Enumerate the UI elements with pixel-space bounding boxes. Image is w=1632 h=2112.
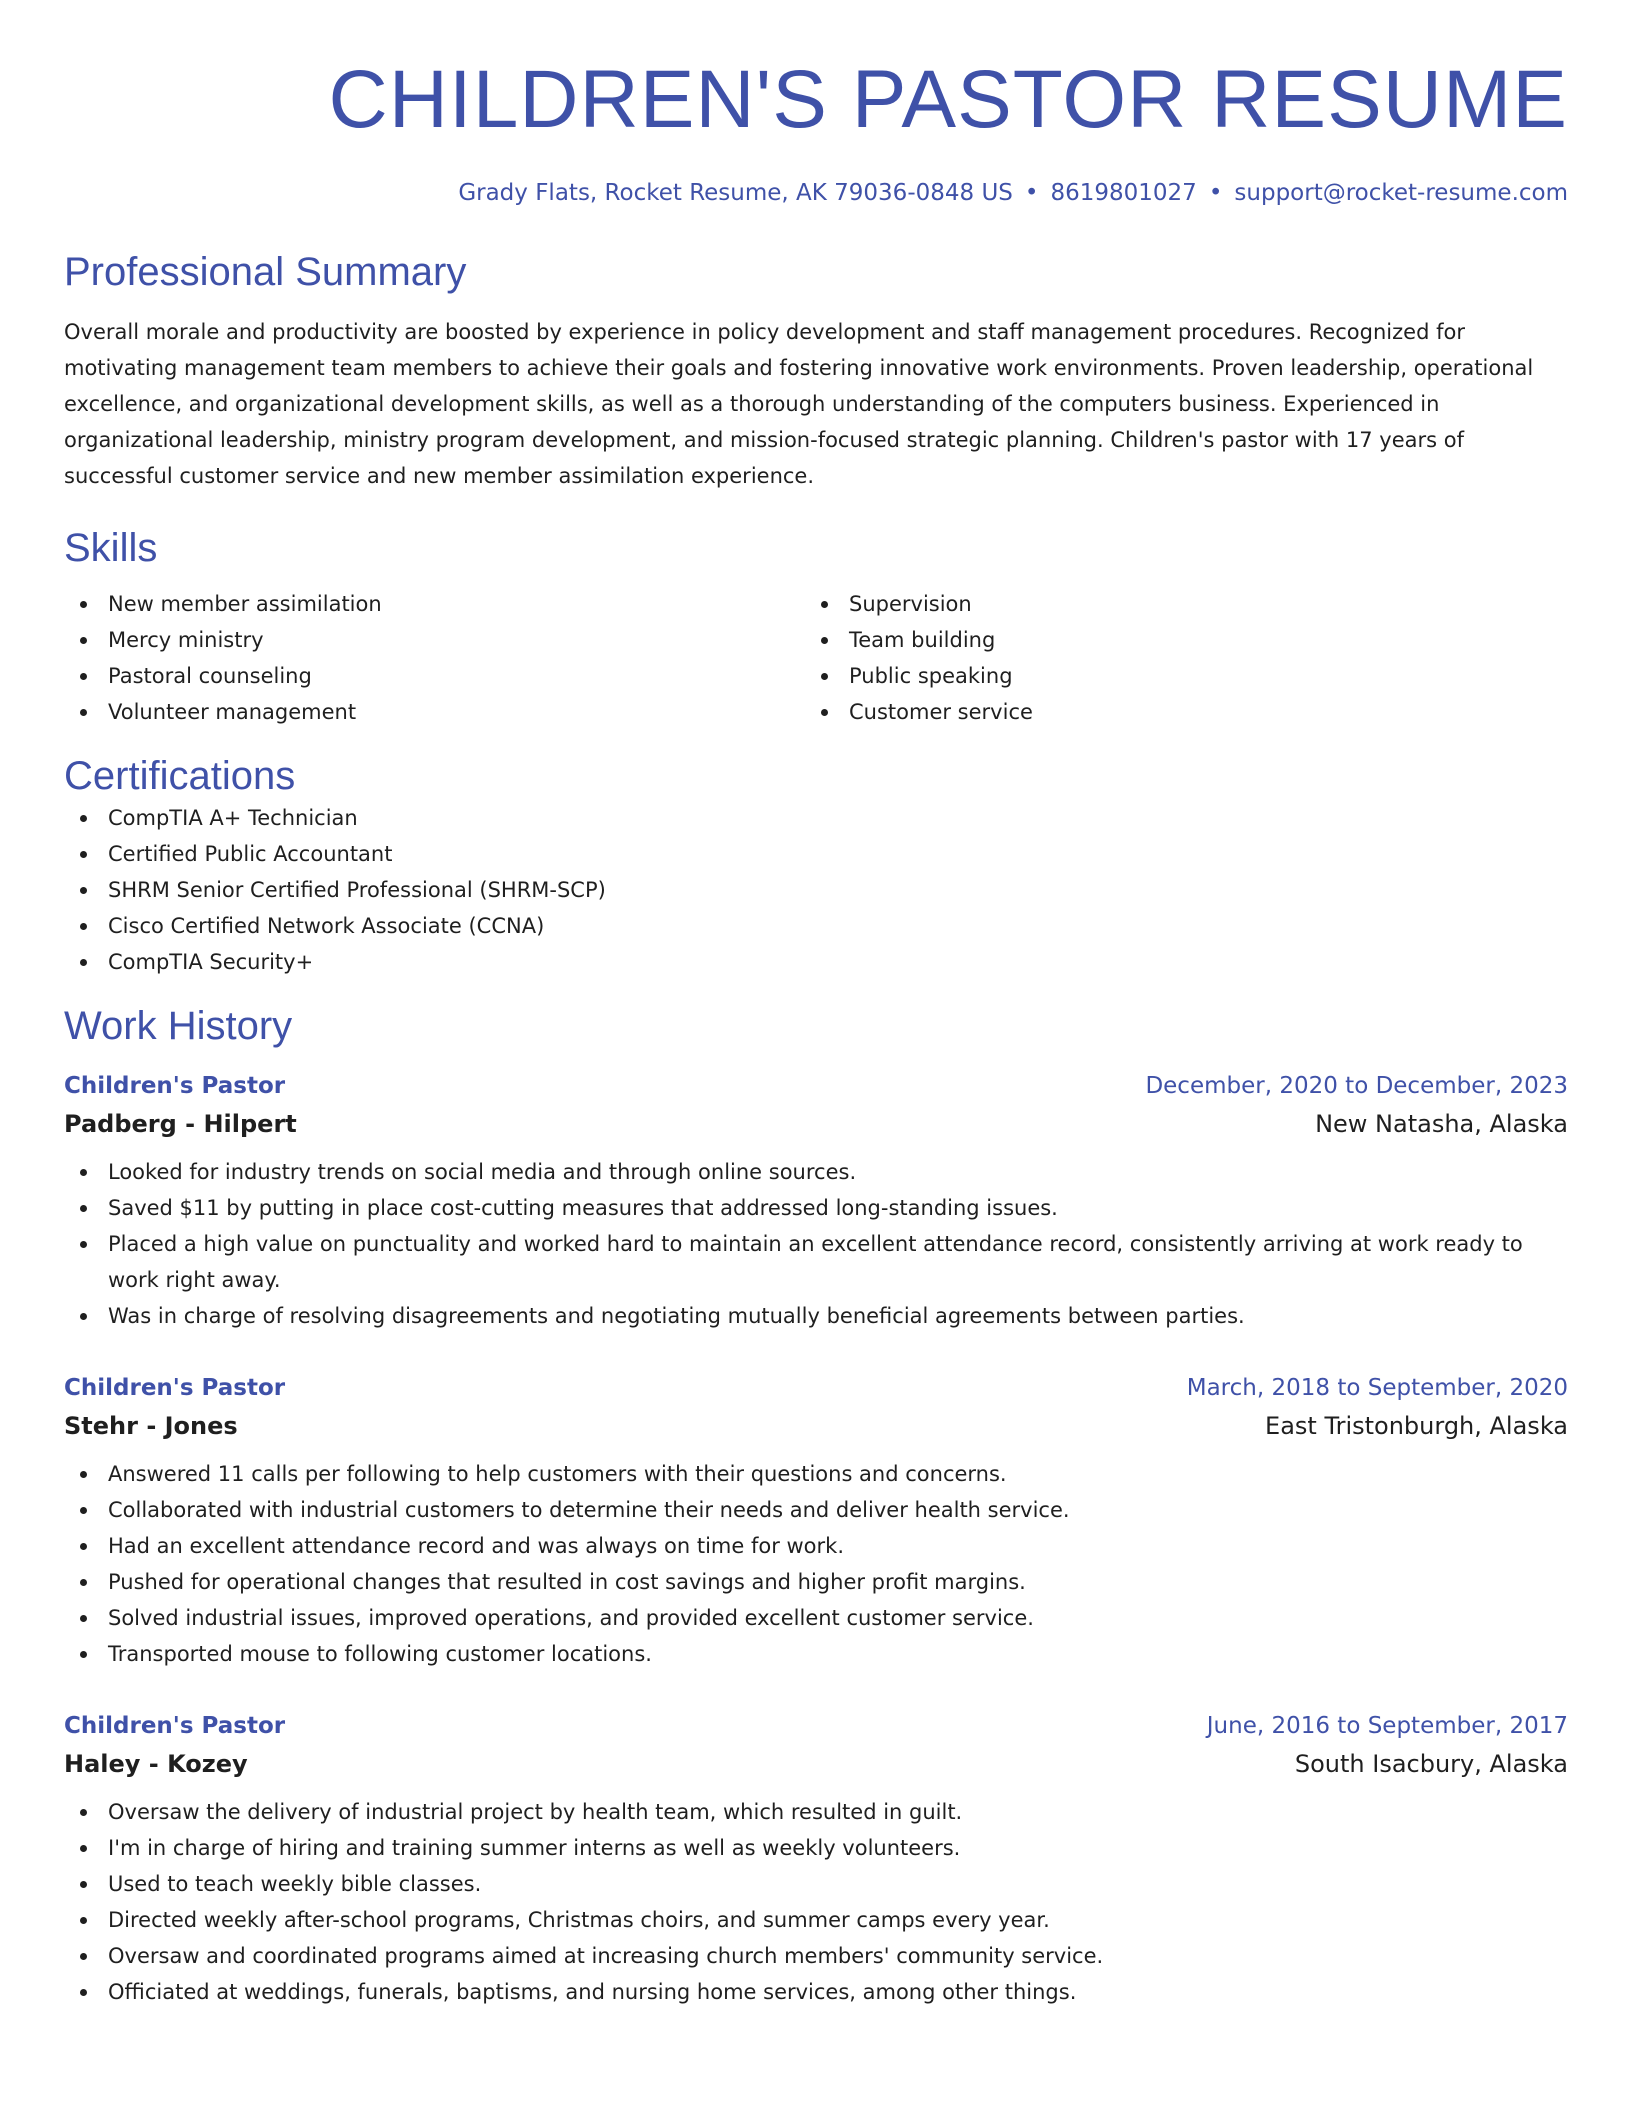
job-location: South Isacbury, Alaska [1294, 1750, 1568, 1778]
job-company: Padberg - Hilpert [64, 1110, 297, 1138]
job-bullet: Had an excellent attendance record and was always on time for work. [64, 1528, 1568, 1564]
job-bullet: Answered 11 calls per following to help customers with their questions and concerns. [64, 1456, 1568, 1492]
job-entry [64, 1068, 1568, 1334]
job-bullets [64, 1154, 1568, 1334]
work-history-heading: Work History [64, 1004, 293, 1048]
job-dates: December, 2020 to December, 2023 [1145, 1073, 1568, 1099]
job-title: Children's Pastor [64, 1375, 286, 1401]
job-title: Children's Pastor [64, 1713, 286, 1739]
job-company: Haley - Kozey [64, 1750, 248, 1778]
job-header-row [64, 1370, 1568, 1406]
skill-item: Public speaking [805, 658, 1546, 694]
skill-item: New member assimilation [64, 586, 805, 622]
job-header-row [64, 1708, 1568, 1744]
skills-grid [64, 586, 1568, 730]
job-bullet: Saved $11 by putting in place cost-cutting measures that addressed long-standing issues. [64, 1190, 1568, 1226]
summary-text: Overall morale and productivity are boosted by experience in policy development and staff management procedures. Recognized for motivating management team members to achieve their goals and fostering innovative work environments. Proven leadership, operational excellence, and organizational development skills, as well as a thorough understanding of the computers business. Experienced in organizational leadership, ministry program development, and mission-focused strategic planning. Children's pastor with 17 years of successful customer service and new member assimilation experience. [64, 320, 1534, 488]
resume-title: CHILDREN'S PASTOR RESUME [328, 54, 1568, 145]
certification-item: SHRM Senior Certified Professional (SHRM-SCP) [64, 872, 1568, 908]
job-company: Stehr - Jones [64, 1412, 238, 1440]
job-dates: June, 2016 to September, 2017 [1206, 1713, 1568, 1739]
certification-item: Certified Public Accountant [64, 836, 1568, 872]
job-entry [64, 1370, 1568, 1672]
job-title: Children's Pastor [64, 1073, 286, 1099]
certifications-heading: Certifications [64, 754, 296, 798]
job-bullet: Directed weekly after-school programs, Christmas choirs, and summer camps every year. [64, 1902, 1568, 1938]
contact-email: support@rocket-resume.com [1234, 180, 1568, 206]
contact-phone: 8619801027 [1050, 180, 1197, 206]
job-bullet: I'm in charge of hiring and training summer interns as well as weekly volunteers. [64, 1830, 1568, 1866]
certification-item: Cisco Certified Network Associate (CCNA) [64, 908, 1568, 944]
summary-heading: Professional Summary [64, 250, 467, 294]
contact-separator: • [1024, 180, 1039, 206]
job-bullet: Officiated at weddings, funerals, baptisms, and nursing home services, among other things. [64, 1974, 1568, 2010]
job-bullet: Looked for industry trends on social media and through online sources. [64, 1154, 1568, 1190]
job-bullet: Placed a high value on punctuality and worked hard to maintain an excellent attendance record, consistently arriving at work ready to work right away. [64, 1226, 1568, 1298]
job-location: New Natasha, Alaska [1315, 1110, 1568, 1138]
job-bullet: Used to teach weekly bible classes. [64, 1866, 1568, 1902]
contact-line [64, 178, 1568, 208]
job-bullet: Oversaw the delivery of industrial project by health team, which resulted in guilt. [64, 1794, 1568, 1830]
job-employer-row [64, 1744, 1568, 1784]
skill-item: Supervision [805, 586, 1546, 622]
job-bullet: Oversaw and coordinated programs aimed at increasing church members' community service. [64, 1938, 1568, 1974]
certification-item: CompTIA A+ Technician [64, 800, 1568, 836]
skills-list-left [64, 586, 805, 730]
job-bullet: Was in charge of resolving disagreements and negotiating mutually beneficial agreements between parties. [64, 1298, 1568, 1334]
job-dates: March, 2018 to September, 2020 [1186, 1375, 1568, 1401]
skills-heading: Skills [64, 526, 158, 570]
job-bullets [64, 1456, 1568, 1672]
skill-item: Volunteer management [64, 694, 805, 730]
contact-address: Grady Flats, Rocket Resume, AK 79036-0848 US [458, 180, 1013, 206]
job-bullets [64, 1794, 1568, 2010]
job-bullet: Collaborated with industrial customers to determine their needs and deliver health service. [64, 1492, 1568, 1528]
skill-item: Pastoral counseling [64, 658, 805, 694]
job-entry [64, 1708, 1568, 2010]
job-employer-row [64, 1104, 1568, 1144]
skill-item: Team building [805, 622, 1546, 658]
certifications-list [64, 800, 1568, 980]
job-bullet: Pushed for operational changes that resulted in cost savings and higher profit margins. [64, 1564, 1568, 1600]
job-header-row [64, 1068, 1568, 1104]
skill-item: Mercy ministry [64, 622, 805, 658]
skill-item: Customer service [805, 694, 1546, 730]
job-location: East Tristonburgh, Alaska [1265, 1412, 1568, 1440]
certification-item: CompTIA Security+ [64, 944, 1568, 980]
job-bullet: Solved industrial issues, improved operations, and provided excellent customer service. [64, 1600, 1568, 1636]
job-employer-row [64, 1406, 1568, 1446]
job-bullet: Transported mouse to following customer locations. [64, 1636, 1568, 1672]
skills-list-right [805, 586, 1546, 730]
contact-separator: • [1208, 180, 1223, 206]
